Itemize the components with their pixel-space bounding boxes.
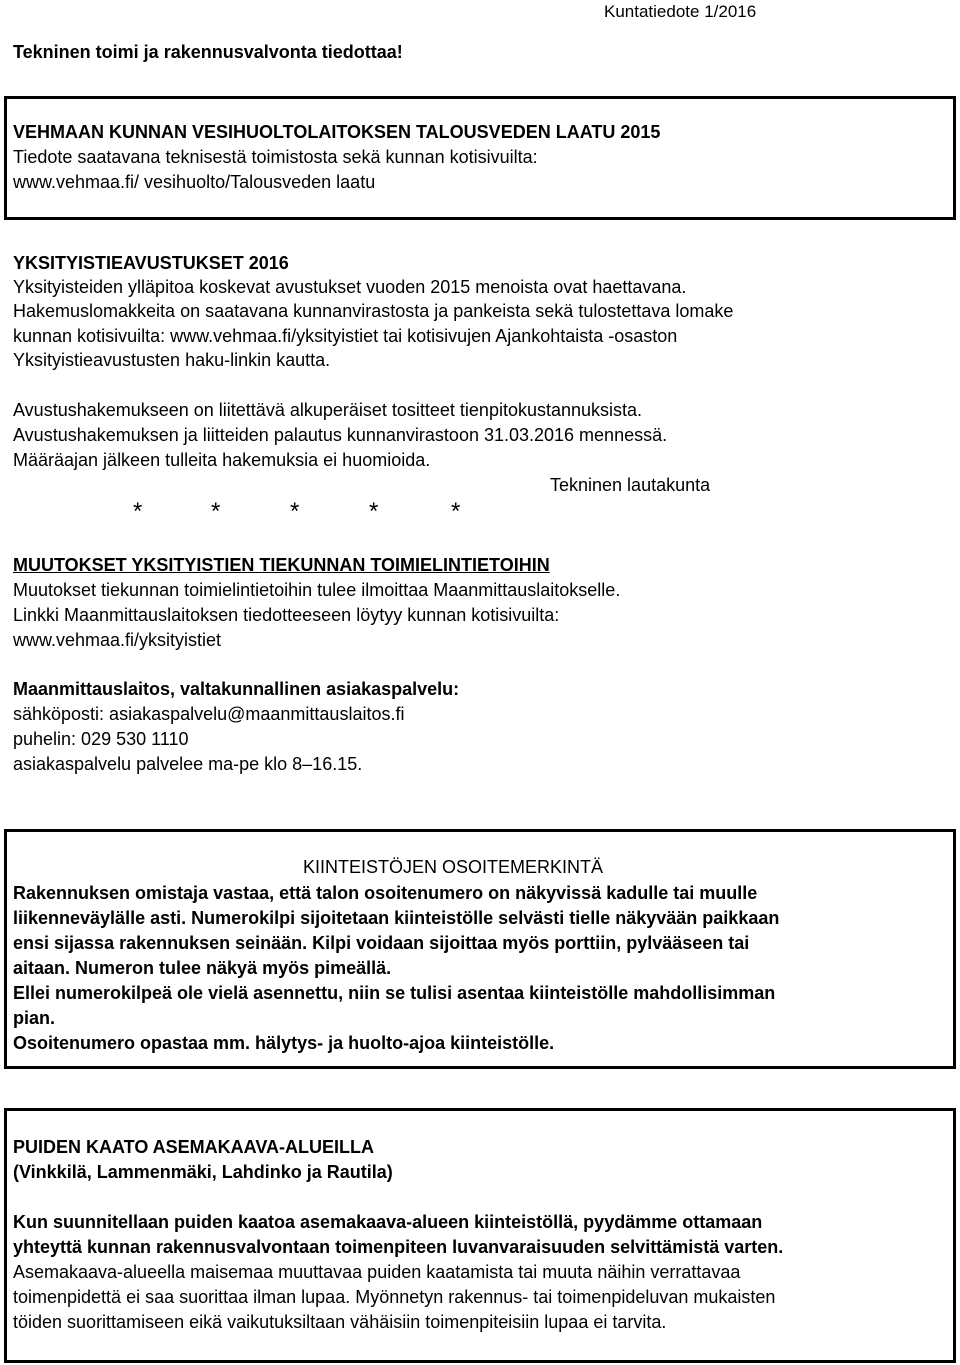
grants-heading: YKSITYISTIEAVUSTUKSET 2016: [13, 253, 289, 273]
grants-line: Avustushakemukseen on liitettävä alkuperäiset tositteet tienpitokustannuksista.: [13, 400, 643, 420]
contact-email[interactable]: sähköposti: asiakaspalvelu@maanmittauslaitos.fi: [13, 704, 405, 724]
contact-hours: asiakaspalvelu palvelee ma-pe klo 8–16.15.: [13, 754, 363, 774]
address-line: ensi sijassa rakennuksen seinään. Kilpi voidaan sijoittaa myös porttiin, pylvääseen tai: [13, 933, 750, 953]
trees-subheading: (Vinkkilä, Lammenmäki, Lahdinko ja Rautila): [13, 1162, 393, 1182]
address-line: pian.: [13, 1008, 56, 1028]
changes-line: Linkki Maanmittauslaitoksen tiedotteeseen löytyy kunnan kotisivuilta:: [13, 605, 560, 625]
address-line: aitaan. Numeron tulee näkyä myös pimeällä.: [13, 958, 392, 978]
contact-phone: puhelin: 029 530 1110: [13, 729, 189, 749]
changes-link[interactable]: www.vehmaa.fi/yksityistiet: [13, 630, 222, 650]
separator-star: *: [133, 498, 143, 525]
page-title: Tekninen toimi ja rakennusvalvonta tiedottaa!: [13, 42, 403, 62]
grants-line: Yksityisteiden ylläpitoa koskevat avustukset vuoden 2015 menoista ovat haettavana.: [13, 277, 687, 297]
grants-line: Yksityistieavustusten haku-linkin kautta.: [13, 350, 331, 370]
trees-line: töiden suorittamiseen eikä vaikutuksiltaan vähäisiin toimenpiteisiin lupaa ei tarvita.: [13, 1312, 667, 1332]
signature: Tekninen lautakunta: [550, 475, 711, 495]
grants-line: Hakemuslomakkeita on saatavana kunnanvirastosta ja pankeista sekä tulostettava lomake: [13, 301, 734, 321]
trees-bold-line: yhteyttä kunnan rakennusvalvontaan toimenpiteen luvanvaraisuuden selvittämistä varten.: [13, 1237, 784, 1257]
address-line: liikenneväylälle asti. Numerokilpi sijoitetaan kiinteistölle selvästi tielle näkyvään paikkaan: [13, 908, 780, 928]
trees-bold-line: Kun suunnitellaan puiden kaatoa asemakaava-alueen kiinteistöllä, pyydämme ottamaan: [13, 1212, 763, 1232]
trees-heading: PUIDEN KAATO ASEMAKAAVA-ALUEILLA: [13, 1137, 374, 1157]
issue-label: Kuntatiedote 1/2016: [604, 2, 757, 21]
water-line-1: Tiedote saatavana teknisestä toimistosta sekä kunnan kotisivuilta:: [13, 147, 538, 167]
separator-star: *: [369, 498, 379, 525]
trees-line: toimenpidettä ei saa suorittaa ilman lupaa. Myönnetyn rakennus- tai toimenpideluvan mukaisten: [13, 1287, 776, 1307]
address-line: Rakennuksen omistaja vastaa, että talon osoitenumero on näkyvissä kadulle tai muulle: [13, 883, 758, 903]
grants-line: Määräajan jälkeen tulleita hakemuksia ei huomioida.: [13, 450, 431, 470]
grants-line: kunnan kotisivuilta: www.vehmaa.fi/yksityistiet tai kotisivujen Ajankohtaista -osaston: [13, 326, 678, 346]
changes-line: Muutokset tiekunnan toimielintietoihin tulee ilmoittaa Maanmittauslaitokselle.: [13, 580, 621, 600]
separator-star: *: [290, 498, 300, 525]
changes-heading: MUUTOKSET YKSITYISTIEN TIEKUNNAN TOIMIELINTIETOIHIN: [13, 555, 550, 575]
water-line-2: www.vehmaa.fi/ vesihuolto/Talousveden laatu: [13, 172, 376, 192]
address-line: Ellei numerokilpeä ole vielä asennettu, niin se tulisi asentaa kiinteistölle mahdollisimman: [13, 983, 776, 1003]
separator-star: *: [211, 498, 221, 525]
address-line: Osoitenumero opastaa mm. hälytys- ja huolto-ajoa kiinteistölle.: [13, 1033, 555, 1053]
water-heading: VEHMAAN KUNNAN VESIHUOLTOLAITOKSEN TALOUSVEDEN LAATU 2015: [13, 122, 661, 142]
address-heading: KIINTEISTÖJEN OSOITEMERKINTÄ: [303, 857, 604, 877]
trees-line: Asemakaava-alueella maisemaa muuttavaa puiden kaatamista tai muuta näihin verrattavaa: [13, 1262, 741, 1282]
contact-heading: Maanmittauslaitos, valtakunnallinen asiakaspalvelu:: [13, 679, 460, 699]
separator-star: *: [451, 498, 461, 525]
grants-line: Avustushakemuksen ja liitteiden palautus kunnanvirastoon 31.03.2016 mennessä.: [13, 425, 668, 445]
